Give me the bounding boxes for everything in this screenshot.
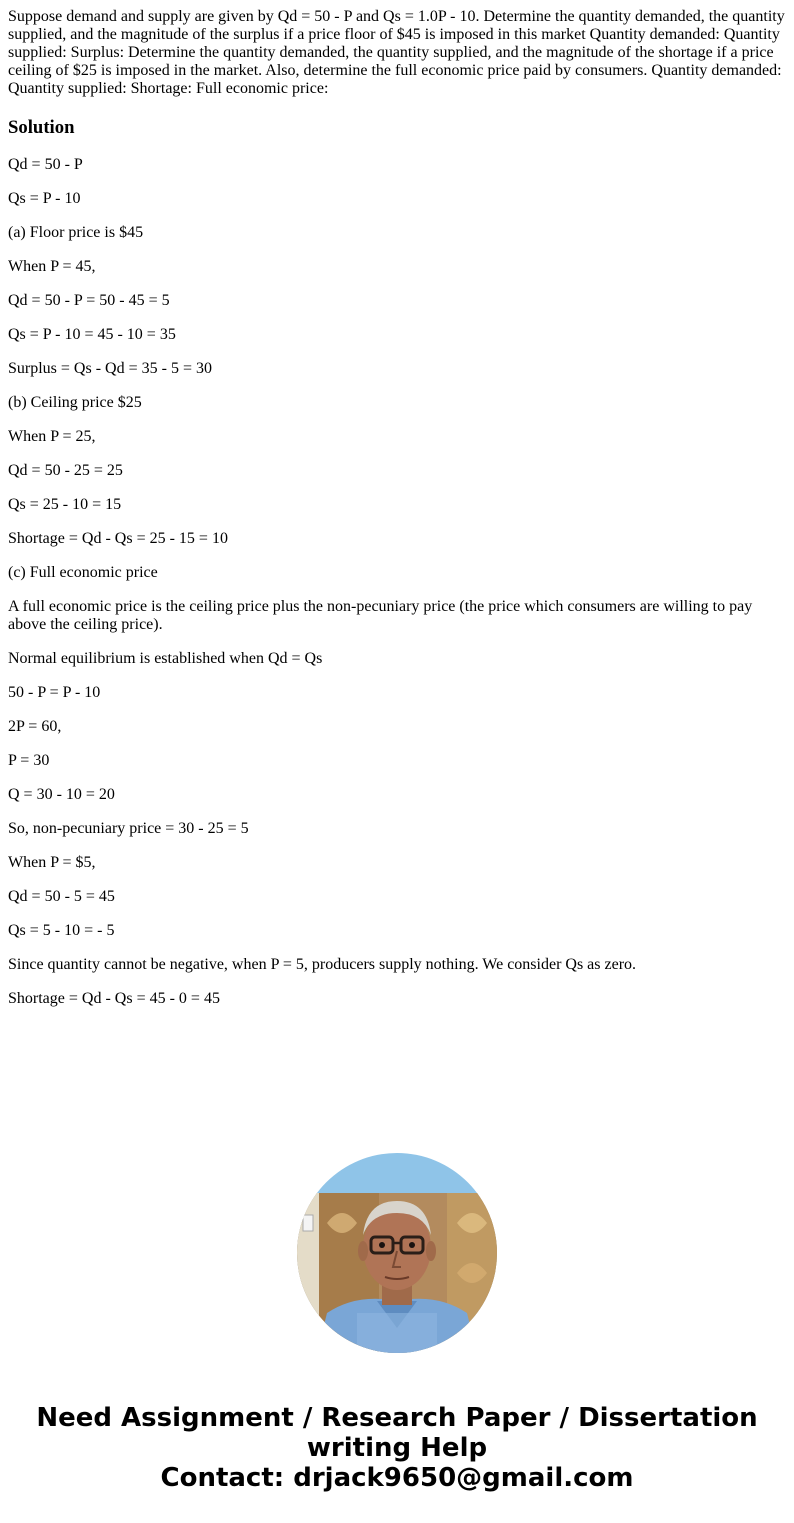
solution-step: Since quantity cannot be negative, when P = 5, producers supply nothing. We consider Qs as zero.: [8, 956, 637, 973]
solution-step: Qd = 50 - 25 = 25: [8, 462, 123, 479]
solution-step: 50 - P = P - 10: [8, 684, 101, 701]
promo-line: writing Help: [306, 1433, 488, 1463]
solution-step: (c) Full economic price: [8, 564, 158, 581]
portrait-illustration: [297, 1153, 497, 1353]
solution-step: When P = 45,: [8, 258, 96, 275]
solution-step: So, non-pecuniary price = 30 - 25 = 5: [8, 820, 249, 837]
document-body: [8, 8, 786, 1008]
solution-step: Qs = P - 10: [8, 190, 81, 207]
solution-step: Qs = P - 10 = 45 - 10 = 35: [8, 326, 176, 343]
question-text: Suppose demand and supply are given by Qd = 50 - P and Qs = 1.0P - 10. Determine the quantity demanded, the quantity supplied, and the magnitude of the surplus if a price floor of $45 is imposed in this market Quantity demanded: Quantity supplied: Surplus: Determine the quantity demanded, the quantity supplied, and the magnitude of the shortage if a price ceiling of $25 is imposed in the market. Also, determine the full economic price paid by consumers. Quantity demanded: Quantity supplied: Shortage: Full economic price:: [8, 8, 785, 97]
solution-steps: [8, 156, 786, 1008]
solution-step: Q = 30 - 10 = 20: [8, 786, 115, 803]
solution-step: When P = 25,: [8, 428, 96, 445]
solution-step: Normal equilibrium is established when Qd = Qs: [8, 650, 323, 667]
solution-step: P = 30: [8, 752, 50, 769]
solution-step: Surplus = Qs - Qd = 35 - 5 = 30: [8, 360, 212, 377]
promo-line: Need Assignment / Research Paper / Dissertation: [36, 1403, 758, 1433]
solution-step: Qd = 50 - P: [8, 156, 83, 173]
solution-step: Qs = 25 - 10 = 15: [8, 496, 122, 513]
promo-banner: [0, 1403, 794, 1493]
solution-step: (b) Ceiling price $25: [8, 394, 142, 411]
solution-step: Qs = 5 - 10 = - 5: [8, 922, 115, 939]
solution-step: A full economic price is the ceiling price plus the non-pecuniary price (the price which consumers are willing to pay above the ceiling price).: [8, 598, 753, 633]
solution-step: (a) Floor price is $45: [8, 224, 144, 241]
author-photo: [297, 1153, 497, 1353]
solution-step: Shortage = Qd - Qs = 45 - 0 = 45: [8, 990, 220, 1007]
promo-contact: Contact: drjack9650@gmail.com: [160, 1463, 634, 1493]
solution-step: When P = $5,: [8, 854, 96, 871]
solution-step: Qd = 50 - 5 = 45: [8, 888, 115, 905]
solution-step: Shortage = Qd - Qs = 25 - 15 = 10: [8, 530, 228, 547]
solution-heading: Solution: [8, 117, 75, 138]
solution-step: 2P = 60,: [8, 718, 62, 735]
solution-step: Qd = 50 - P = 50 - 45 = 5: [8, 292, 170, 309]
